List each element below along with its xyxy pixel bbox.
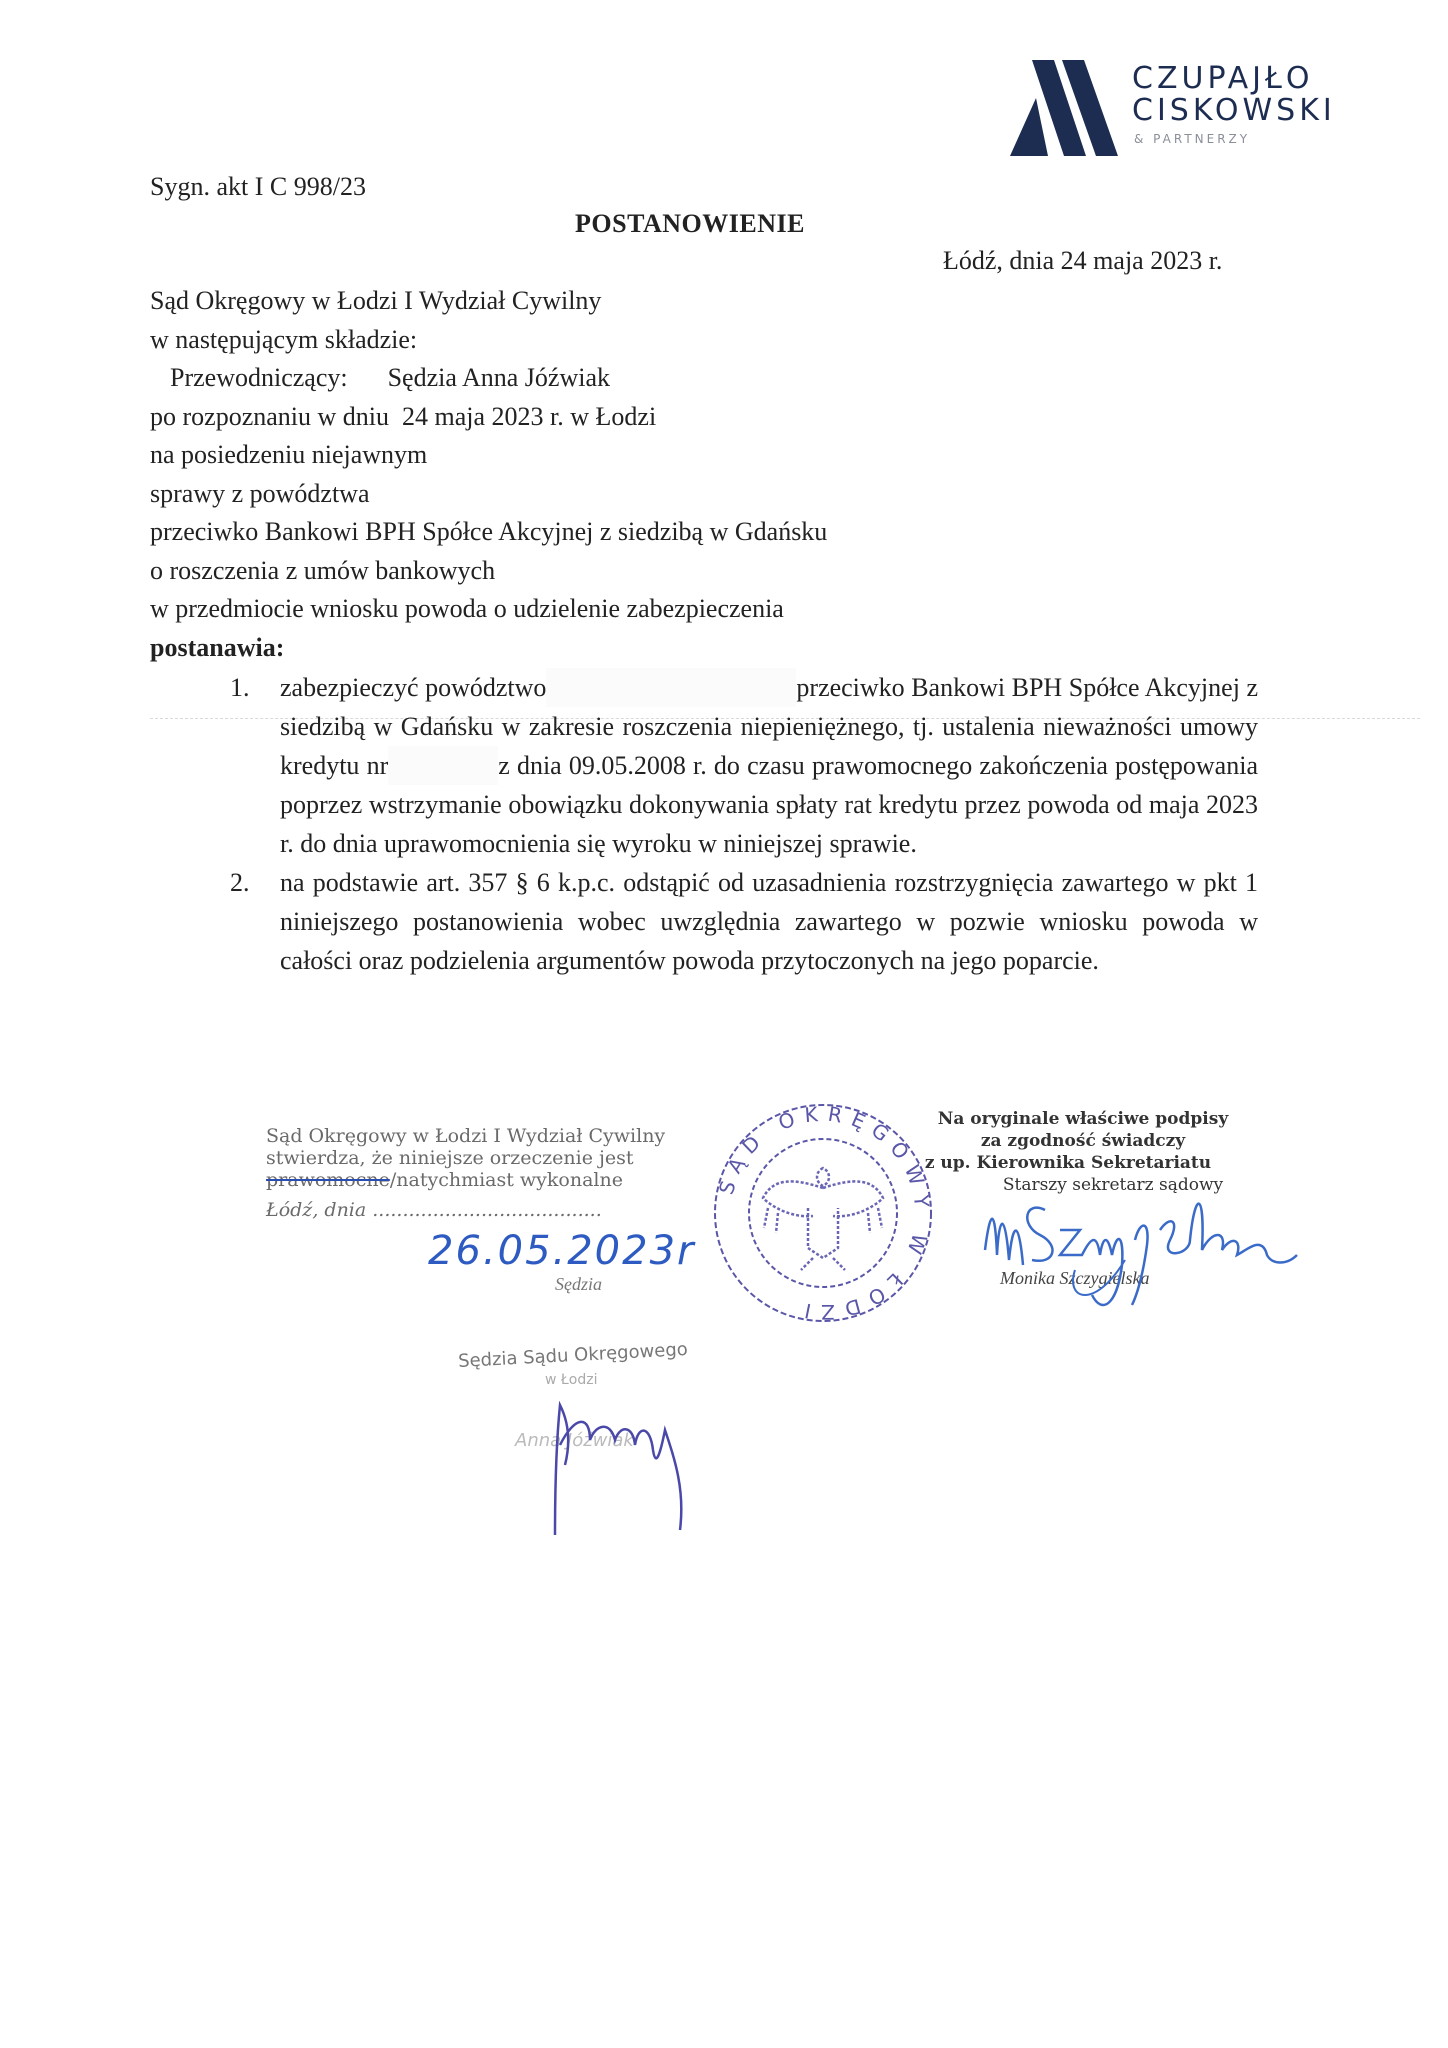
- case-number: Sygn. akt I C 998/23: [150, 172, 366, 201]
- place-date: Łódź, dnia 24 maja 2023 r.: [943, 246, 1223, 275]
- stamp-struck-word: prawomocne: [266, 1169, 390, 1191]
- judge-stamp-name: Anna Jóźwiak: [515, 1430, 634, 1451]
- decides-label: postanawia:: [150, 632, 285, 662]
- item-2-text: na podstawie art. 357 § 6 k.p.c. odstąpić od uzasadnienia rozstrzygnięcia zawartego w pkt 1 niniejszego postanowienia wobec uwzględnia zawartego w pozwie wniosku powoda w całości oraz podzielenia argumentów powoda przytoczonych na jego poparcie.: [280, 868, 1258, 975]
- cert-line-1: Na oryginale właściwe podpisy: [937, 1109, 1229, 1129]
- firm-logo: [1010, 58, 1390, 158]
- logo-line-2: CISKOWSKI: [1132, 93, 1336, 128]
- logo-line-3: & PARTNERZY: [1134, 132, 1251, 146]
- composition-label: w następującym składzie:: [150, 324, 418, 354]
- stamp-line-3: /natychmiast wykonalne: [389, 1169, 623, 1191]
- chair-label: Przewodniczący:: [170, 363, 348, 392]
- item-1-part-a: zabezpieczyć powództwo: [280, 673, 547, 702]
- document-title: POSTANOWIENIE: [575, 209, 805, 238]
- cert-line-4: Starszy sekretarz sądowy: [1002, 1175, 1224, 1195]
- chair-name: Sędzia Anna Jóźwiak: [387, 363, 610, 392]
- against-line: przeciwko Bankowi BPH Spółce Akcyjnej z siedzibą w Gdańsku: [150, 517, 828, 546]
- judge-signature-icon: [540, 1395, 720, 1545]
- stamp-date-label: Łódź, dnia ......................................: [266, 1199, 602, 1221]
- chair-line: [150, 359, 827, 398]
- handwritten-date: 26.05.2023r: [428, 1228, 696, 1274]
- court-seal: [708, 1098, 938, 1328]
- judge-stamp-title: Sędzia Sądu Okręgowego: [457, 1338, 689, 1373]
- seal-text: SĄD OKRĘGOWY W ŁODZI: [713, 1101, 935, 1325]
- case-from-line: sprawy z powództwa: [150, 478, 370, 508]
- logo-line-1: CZUPAJŁO: [1132, 61, 1314, 96]
- header-section: [150, 282, 827, 667]
- judge-stamp-city: w Łodzi: [545, 1372, 598, 1388]
- session-line: na posiedzeniu niejawnym: [150, 440, 428, 469]
- finality-stamp: [266, 1125, 665, 1221]
- hearing-line: po rozpoznaniu w dniu 24 maja 2023 r. w Łodzi: [150, 401, 657, 431]
- secretary-signature-icon: [975, 1170, 1335, 1330]
- item-number: 2.: [230, 868, 250, 897]
- cert-line-3: z up. Kierownika Sekretariatu: [924, 1153, 1212, 1173]
- eagle-seal-icon: [708, 1098, 938, 1328]
- claim-line: o roszczenia z umów bankowych: [150, 555, 496, 585]
- stamp-line-2: stwierdza, że niniejsze orzeczenie jest: [266, 1147, 634, 1169]
- decision-item-2: [230, 863, 1258, 980]
- logo-mark-icon: [1010, 58, 1120, 158]
- cert-line-2: za zgodność świadczy: [980, 1131, 1186, 1151]
- decision-list: [230, 668, 1258, 980]
- court-name: Sąd Okręgowy w Łodzi I Wydział Cywilny: [150, 286, 602, 315]
- stamp-signer: Sędzia: [555, 1274, 602, 1294]
- item-number: 1.: [230, 673, 250, 702]
- secretary-name: Monika Szczygielska: [1000, 1268, 1150, 1288]
- stamp-line-1: Sąd Okręgowy w Łodzi I Wydział Cywilny: [266, 1125, 666, 1147]
- item-1-part-c: z dnia 09.05.2008 r. do czasu prawomocnego zakończenia postępowania poprzez wstrzymanie obowiązku dokonywania spłaty rat kredytu przez powoda od maja 2023 r. do dnia uprawomocnienia się wyroku w niniejszej sprawie.: [280, 751, 1258, 858]
- subject-line: w przedmiocie wniosku powoda o udzielenie zabezpieczenia: [150, 594, 784, 623]
- decision-item-1: [230, 668, 1258, 863]
- item-1-part-b: przeciwko Bankowi BPH Spółce Akcyjnej z siedzibą w Gdańsku w zakresie roszczenia niepieniężnego, tj. ustalenia nieważności umowy kredytu nr: [280, 673, 1258, 780]
